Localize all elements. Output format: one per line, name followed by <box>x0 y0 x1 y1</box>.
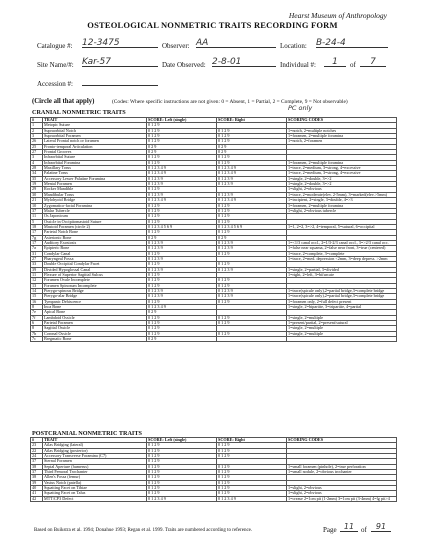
col-number: 21 <box>31 198 43 203</box>
col-number: 11 <box>31 214 43 219</box>
col-trait: Mastoid Foramen (circle 2) <box>43 224 147 229</box>
col-score-left[interactable]: 0 1 2 3 4 9 <box>147 171 217 176</box>
col-trait-header: TRAIT <box>43 438 147 443</box>
col-number: 39 <box>31 480 43 485</box>
col-score-right[interactable]: 0 1 2 9 <box>217 203 287 208</box>
col-score-right[interactable]: 0 1 2 9 <box>217 475 287 480</box>
col-score-left[interactable]: 0 1 2 9 <box>147 139 217 144</box>
col-score-left[interactable]: 0 1 2 3 4 9 <box>147 496 217 501</box>
col-trait: Fronto-temporal Articulation <box>43 144 147 149</box>
col-score-left[interactable]: 0 1 2 9 <box>147 208 217 213</box>
col-number: 37 <box>31 208 43 213</box>
col-number: 14 <box>31 289 43 294</box>
col-scoring-codes: 1=single, 2=bipartite, 3=tripartite, 4=partial <box>287 305 397 310</box>
col-trait: Asterionic Bone <box>43 235 147 240</box>
col-number: 3 <box>31 155 43 160</box>
col-score-left[interactable]: 0 1 2 3 4 5 6 9 <box>147 224 217 229</box>
col-trait: Apical Bone <box>43 310 147 315</box>
handwritten-note: PC only <box>288 104 313 112</box>
col-trait: Sagittal Ossicle <box>43 326 147 331</box>
col-score-right[interactable]: 0 1 2 3 4 9 <box>217 496 287 501</box>
col-score-right[interactable]: 0 1 2 9 <box>217 464 287 469</box>
col-number: 19 <box>31 182 43 187</box>
col-number: 5 <box>31 219 43 224</box>
col-score-right[interactable]: 0 1 2 9 <box>217 480 287 485</box>
col-score-right[interactable]: 0 1 2 3 9 <box>217 240 287 245</box>
col-score-right[interactable]: 0 1 2 9 <box>217 283 287 288</box>
col-score-left[interactable]: 0 1 2 3 9 <box>147 246 217 251</box>
col-score-right[interactable]: 0 1 2 9 <box>217 230 287 235</box>
col-number-header: # <box>31 438 43 443</box>
col-trait: Squatting Facet on Tibiae <box>43 486 147 491</box>
col-score-left[interactable]: 0 1 2 3 9 <box>147 240 217 245</box>
col-score-right[interactable] <box>217 337 287 342</box>
col-score-left[interactable]: 0 1 2 3 9 <box>147 182 217 187</box>
col-scoring-codes <box>287 337 397 342</box>
col-trait: Supraorbital Foramen <box>43 134 147 139</box>
col-scoring-codes: 1=false near squama, 2=false near front, 3=true (centered) <box>287 246 397 251</box>
col-trait: Infraorbital Foramina <box>43 160 147 165</box>
col-scoring-codes: 1=present/partial, 2=present/sutural <box>287 321 397 326</box>
col-score-left[interactable]: 0 1 2 9 <box>147 160 217 165</box>
col-trait: Infraorbital Suture <box>43 155 147 160</box>
col-score-right[interactable]: 0 1 2 9 <box>217 214 287 219</box>
form-title: OSTEOLOGICAL NONMETRIC TRAITS RECORDING FORM <box>87 20 338 30</box>
col-trait: Tympanic Dehiscence <box>43 299 147 304</box>
col-trait: Supraorbital Notch <box>43 128 147 133</box>
col-score-right[interactable]: 0 1 2 9 <box>217 448 287 453</box>
col-trait: Condylar Canal <box>43 251 147 256</box>
col-scoring-codes: 1=single, 2=multiple <box>287 315 397 320</box>
col-number: 17 <box>31 230 43 235</box>
col-score-right[interactable]: 0 1 2 3 9 <box>217 246 287 251</box>
col-score-left[interactable]: 0 1 2 9 <box>147 459 217 464</box>
col-trait: Septal Aperture (humerus) <box>43 464 147 469</box>
col-trait: Auditory Exostosis <box>43 240 147 245</box>
col-scoring-codes: 1=foramen, 2=multiple foramina <box>287 160 397 165</box>
catalogue-field[interactable]: 12-3475 <box>82 38 158 48</box>
col-scoring-codes: 1=single, 2=multiple <box>287 326 397 331</box>
col-number: 25 <box>31 144 43 149</box>
col-score-left[interactable]: 0 1 2 9 <box>147 278 217 283</box>
col-scoring-codes: 1=notch, 2=multiple notches <box>287 128 397 133</box>
col-number: 15 <box>31 294 43 299</box>
col-trait: Divided Hypoglossal Canal <box>43 267 147 272</box>
col-score-left[interactable]: 0 1 2 9 <box>147 155 217 160</box>
col-scoring-codes: 1=single, 2=partial, 3=divided <box>287 267 397 272</box>
col-number: 7b <box>31 331 43 336</box>
col-number: 7e <box>31 310 43 315</box>
col-score-right[interactable]: 0 1 2 9 <box>217 321 287 326</box>
col-score-left[interactable]: 0 1 2 9 <box>147 321 217 326</box>
col-score-right[interactable]: 0 2 9 <box>217 144 287 149</box>
observer-label: Observer: <box>162 42 190 50</box>
col-score-left[interactable]: 0 1 2 9 <box>147 219 217 224</box>
col-scoring-codes: 1=trace, 2=moderate(elev. 2-5mm), 3=marked(elev.>5mm) <box>287 192 397 197</box>
col-scoring-codes: 1=crease 2=1cm pit (1-2mm) 3=1cm pit (3-4mm) 4=lg pit>4 <box>287 496 397 501</box>
col-number: 33 <box>31 262 43 267</box>
col-trait: Allen's Fossa (femur) <box>43 475 147 480</box>
col-number: 3 <box>31 134 43 139</box>
col-score-left[interactable]: 0 2 9 <box>147 144 217 149</box>
col-score-left[interactable]: 0 1 2 9 <box>147 251 217 256</box>
col-score-left[interactable]: 0 1 2 3 9 <box>147 192 217 197</box>
col-trait: Zygomatico-facial Foramina <box>43 203 147 208</box>
col-score-right[interactable]: 0 1 2 9 <box>217 470 287 475</box>
col-number: 16 <box>31 299 43 304</box>
col-score-right[interactable]: 0 1 2 3 9 <box>217 294 287 299</box>
col-trait: Mylohyoid Bridge <box>43 198 147 203</box>
page-of: of <box>361 526 367 534</box>
col-number: 42 <box>31 496 43 501</box>
col-score-right[interactable]: 0 1 2 9 <box>217 155 287 160</box>
trait-row <box>31 496 397 501</box>
page-label: Page <box>323 526 337 534</box>
col-score-right[interactable]: 0 1 2 9 <box>217 262 287 267</box>
col-number: 7c <box>31 337 43 342</box>
col-scoring-codes: 1=slight, 2=obvious tubercle <box>287 208 397 213</box>
col-score-left[interactable]: 0 1 2 3 4 9 <box>147 198 217 203</box>
catalogue-label: Catalogue #: <box>37 42 73 50</box>
col-score-right[interactable]: 0 1 2 9 <box>217 299 287 304</box>
col-score-right[interactable]: 0 1 2 3 4 9 <box>217 171 287 176</box>
col-number: 38 <box>31 464 43 469</box>
col-number: 37 <box>31 459 43 464</box>
col-score-right[interactable]: 0 1 2 9 <box>217 160 287 165</box>
col-score-left[interactable]: 0 1 2 9 <box>147 128 217 133</box>
museum-name: Hearst Museum of Anthropology <box>288 11 387 20</box>
col-score-left[interactable]: 0 1 2 9 <box>147 230 217 235</box>
col-scoring-codes: 1=slight, 2=obvious <box>287 491 397 496</box>
col-scoring-codes: 1=trace, 2=medium, 3=strong, 4=excessive <box>287 171 397 176</box>
col-score-right[interactable]: 0 1 2 9 <box>217 331 287 336</box>
col-trait: Maxillary Torus <box>43 166 147 171</box>
col-trait: Foramen Spinosum Incomplete <box>43 283 147 288</box>
col-trait: Pterygo-alar Bridge <box>43 294 147 299</box>
col-number: 24 <box>31 454 43 459</box>
col-trait: Vastus Notch (patella) <box>43 480 147 485</box>
col-score-left[interactable]: 0 2 9 <box>147 150 217 155</box>
col-number: 22 <box>31 448 43 453</box>
col-score-left[interactable]: 0 1 2 9 <box>147 486 217 491</box>
col-score-left[interactable]: 0 1 2 9 <box>147 187 217 192</box>
col-score-left-header: SCORE: Left (single) <box>147 438 217 443</box>
col-score-right[interactable]: 0 1 2 9 <box>217 208 287 213</box>
col-trait: Double Occipital Condylar Facet <box>43 262 147 267</box>
site-field[interactable]: Kar-57 <box>82 57 158 67</box>
col-score-right[interactable]: 0 1 2 3 9 <box>217 182 287 187</box>
col-score-left[interactable]: 0 1 2 9 <box>147 448 217 453</box>
col-score-right[interactable]: 0 1 2 9 <box>217 486 287 491</box>
col-trait: Third Femoral Trochanter <box>43 470 147 475</box>
col-trait: Frontal Grooves <box>43 150 147 155</box>
col-score-left[interactable]: 0 2 9 <box>147 337 217 342</box>
col-number: 38 <box>31 475 43 480</box>
col-score-right[interactable]: 0 1 2 3 4 9 <box>217 198 287 203</box>
individual-of: of <box>350 61 356 69</box>
col-trait: Epipteric Bone <box>43 246 147 251</box>
col-score-left[interactable]: 0 2 9 <box>147 235 217 240</box>
col-number: 1 <box>31 123 43 128</box>
col-score-left[interactable]: 0 1 2 9 <box>147 283 217 288</box>
col-score-right[interactable]: 0 2 9 <box>217 235 287 240</box>
observer-field[interactable]: AA <box>196 38 276 48</box>
cranial-section-title: CRANIAL NONMETRIC TRAITS <box>32 109 126 116</box>
col-score-left[interactable]: 0 1 2 9 <box>147 123 217 128</box>
col-scoring-codes: 1=trace(spicule only),2=partial bridge,3=complete bridge <box>287 294 397 299</box>
col-number: 37 <box>31 470 43 475</box>
col-number: 34 <box>31 171 43 176</box>
col-score-right[interactable]: 0 1 2 9 <box>217 128 287 133</box>
col-number: 35 <box>31 176 43 181</box>
col-score-right[interactable]: 0 1 2 9 <box>217 454 287 459</box>
col-trait: Accessory Transverse Foramina (C7) <box>43 454 147 459</box>
col-scoring-codes: 1=right, 2=left, 3=bifurcate <box>287 272 397 277</box>
col-number: 11 <box>31 272 43 277</box>
col-score-left[interactable]: 0 1 2 9 <box>147 475 217 480</box>
col-scoring-codes: 1=foramen, 2=multiple foramina <box>287 203 397 208</box>
col-score-right-header: SCORE: Right <box>217 438 287 443</box>
col-trait: Sternal Foramen <box>43 459 147 464</box>
col-number: 27 <box>31 150 43 155</box>
col-scoring-codes: 1=single, 2=double, 3=>2 <box>287 176 397 181</box>
date-field[interactable]: 2-8-01 <box>212 57 276 67</box>
col-trait: Metopic Suture <box>43 123 147 128</box>
circle-instruction: (Circle all that apply) <box>32 98 95 105</box>
col-scoring-codes: 1=foramen, 2=multiple foramina <box>287 134 397 139</box>
col-score-right[interactable]: 0 1 2 9 <box>217 443 287 448</box>
col-score-left[interactable]: 0 1 2 3 9 <box>147 267 217 272</box>
col-score-left[interactable]: 0 1 2 9 <box>147 203 217 208</box>
col-scoring-codes: 1=trace(spicule only),2=partial bridge,3=complete bridge <box>287 289 397 294</box>
col-scoring-codes: 1=slight, 2=obvious <box>287 486 397 491</box>
col-scoring-codes: 1=notch, 2=foramen <box>287 139 397 144</box>
col-scoring-codes: 1=single, 2=multiple <box>287 331 397 336</box>
date-label: Date Observed: <box>162 61 206 69</box>
individual-label: Individual #: <box>280 61 316 69</box>
col-score-left[interactable]: 0 2 9 <box>147 310 217 315</box>
col-number: 23 <box>31 443 43 448</box>
location-label: Location: <box>280 42 307 50</box>
col-scoring-codes: 1=small nodule, 2=obvious trochanter <box>287 470 397 475</box>
col-number: 4 <box>31 160 43 165</box>
col-trait: Pharyngeal Fossa <box>43 256 147 261</box>
col-trait: Atlas Bridging (lateral) <box>43 443 147 448</box>
col-scoring-codes: 1=single, 2=double, 3=>2 <box>287 182 397 187</box>
col-score-right[interactable]: 0 1 2 9 <box>217 219 287 224</box>
col-scoring-codes-header: SCORING CODES <box>287 118 397 123</box>
col-score-right[interactable]: 0 1 2 3 9 <box>217 192 287 197</box>
col-number: 18 <box>31 224 43 229</box>
col-number: 8 <box>31 305 43 310</box>
col-number: 28 <box>31 166 43 171</box>
col-score-left-header: SCORE: Left (single) <box>147 118 217 123</box>
col-score-left[interactable]: 0 1 2 9 <box>147 464 217 469</box>
col-number: 26 <box>31 139 43 144</box>
col-score-right[interactable]: 0 1 2 3 9 <box>217 289 287 294</box>
col-score-left[interactable]: 0 1 2 9 <box>147 443 217 448</box>
col-score-left[interactable]: 0 1 2 9 <box>147 480 217 485</box>
col-number: 12 <box>31 278 43 283</box>
col-score-left[interactable]: 0 1 2 9 <box>147 134 217 139</box>
col-score-right[interactable]: 0 1 2 9 <box>217 139 287 144</box>
col-number: 13 <box>31 283 43 288</box>
col-score-left[interactable]: 0 1 2 3 9 <box>147 289 217 294</box>
col-scoring-codes: 1=trace, 2=medium, 3=strong, 4=excessive <box>287 166 397 171</box>
col-trait: Parietal Foramen <box>43 321 147 326</box>
col-score-right[interactable]: 0 1 2 9 <box>217 491 287 496</box>
col-scoring-codes: 1=incipient, 2=single, 3=double, 4=>3 <box>287 198 397 203</box>
col-score-left[interactable]: 0 1 2 9 <box>147 272 217 277</box>
postcranial-traits-table <box>30 437 397 502</box>
col-number: 7a <box>31 246 43 251</box>
col-number-header: # <box>31 118 43 123</box>
col-number: 17 <box>31 240 43 245</box>
col-score-right-header: SCORE: Right <box>217 118 287 123</box>
col-trait: Mandibular Torus <box>43 192 147 197</box>
col-number: 31 <box>31 251 43 256</box>
col-score-right[interactable]: 0 1 2 3 9 <box>217 176 287 181</box>
col-trait: Mental Foramen <box>43 182 147 187</box>
col-number: 6 <box>31 321 43 326</box>
col-score-left[interactable]: 0 1 2 9 <box>147 315 217 320</box>
col-trait: Ossicle in Occipitomastoid Suture <box>43 219 147 224</box>
col-number: 30 <box>31 192 43 197</box>
col-score-right[interactable]: 0 1 2 9 <box>217 251 287 256</box>
col-score-left[interactable]: 0 1 2 9 <box>147 454 217 459</box>
col-score-left[interactable]: 0 1 2 3 9 <box>147 256 217 261</box>
col-trait: Bregmatic Bone <box>43 337 147 342</box>
col-scoring-codes: 1=<1/3 canal occl., 2=1/3-2/3 canal occl., 3=>2/3 canal occ. <box>287 240 397 245</box>
col-score-left[interactable]: 0 1 2 9 <box>147 299 217 304</box>
col-scoring-codes: 1=trace, 2=complete, 3=complete <box>287 251 397 256</box>
col-scoring-codes: 1=small foramen (pinhole), 2=true perforation <box>287 464 397 469</box>
col-trait: Foramen Ovale Incomplete <box>43 278 147 283</box>
col-scoring-codes: 1=slight, 2=obvious <box>287 187 397 192</box>
col-score-right[interactable]: 0 1 2 3 4 9 <box>217 166 287 171</box>
col-trait: Coronal Ossicle <box>43 331 147 336</box>
col-score-left[interactable]: 0 1 2 9 <box>147 491 217 496</box>
col-score-left[interactable]: 0 1 2 3 9 <box>147 294 217 299</box>
col-score-left[interactable]: 0 1 2 3 9 <box>147 176 217 181</box>
location-field[interactable]: B-24-4 <box>316 38 388 48</box>
individual-total-field[interactable]: 7 <box>360 57 386 67</box>
codes-legend: (Codes: Where specific instructions are not given: 0 = Absent, 1 = Partial, 2 = Complete, 9 = Not observable) <box>112 99 348 105</box>
col-number: 27 <box>31 256 43 261</box>
col-trait-header: TRAIT <box>43 118 147 123</box>
col-trait: Malar Tubercle <box>43 208 147 213</box>
citation-text: Based on Buikstra et al. 1994; Donahue 1993; Regan et al. 1999. Traits are numbered according to reference. <box>34 528 253 533</box>
col-trait: Os Japonicum <box>43 214 147 219</box>
page-total-field[interactable]: 91 <box>371 522 391 532</box>
col-trait: MTT/CP3 Defect <box>43 496 147 501</box>
col-score-left[interactable]: 0 1 2 9 <box>147 262 217 267</box>
col-scoring-codes: 1=trace, 2=med. depression <2mm, 3=deep depress. >2mm <box>287 256 397 261</box>
site-label: Site Name/#: <box>37 61 74 69</box>
col-scoring-codes-header: SCORING CODES <box>287 438 397 443</box>
col-score-right[interactable]: 0 1 2 3 4 5 6 9 <box>217 224 287 229</box>
col-trait: Palatine Torus <box>43 171 147 176</box>
col-score-left[interactable]: 0 1 2 9 <box>147 326 217 331</box>
col-score-right[interactable]: 0 1 2 9 <box>217 134 287 139</box>
col-trait: Lambdoid Ossicle <box>43 315 147 320</box>
individual-field[interactable]: 1 <box>324 57 346 67</box>
col-score-left[interactable]: 0 1 2 9 <box>147 214 217 219</box>
page-number-field[interactable]: 11 <box>340 522 358 532</box>
col-number: 10 <box>31 203 43 208</box>
col-scoring-codes: 1=1, 2=2, 3=>2, 4=temporal, 5=sutural, 6=occipital <box>287 224 397 229</box>
col-trait: Squatting Facet on Talus <box>43 491 147 496</box>
col-score-right[interactable]: 0 2 9 <box>217 150 287 155</box>
col-number: 40 <box>31 486 43 491</box>
col-number: 2 <box>31 128 43 133</box>
col-score-right[interactable]: 0 1 2 3 9 <box>217 267 287 272</box>
postcranial-section-title: POSTCRANIAL NONMETRIC TRAITS <box>32 430 142 437</box>
col-number: 7g <box>31 235 43 240</box>
accession-field[interactable] <box>82 76 158 86</box>
col-trait: Flexure of Superior Sagittal Sulcus <box>43 272 147 277</box>
col-trait: Parietal Notch Bone <box>43 230 147 235</box>
col-score-left[interactable]: 0 1 2 3 4 9 <box>147 166 217 171</box>
col-score-right[interactable]: 0 1 2 9 <box>217 315 287 320</box>
col-trait: Inca Bone <box>43 305 147 310</box>
col-score-left[interactable]: 0 1 2 3 4 9 <box>147 305 217 310</box>
col-trait: Lateral Frontal notch or foramen <box>43 139 147 144</box>
col-score-right[interactable]: 0 1 2 9 <box>217 278 287 283</box>
col-trait: Rocker Mandible <box>43 187 147 192</box>
col-number: 8 <box>31 326 43 331</box>
col-scoring-codes: 1=foramen only, 2=full defect present <box>287 299 397 304</box>
col-number: 39 <box>31 267 43 272</box>
cranial-traits-table <box>30 117 397 342</box>
col-number: 7f <box>31 315 43 320</box>
trait-row <box>31 337 397 342</box>
col-number: 29 <box>31 187 43 192</box>
col-trait: Accessory Lesser Palatine Foramina <box>43 176 147 181</box>
col-number: 41 <box>31 491 43 496</box>
col-trait: Pterygo-spinous Bridge <box>43 289 147 294</box>
col-trait: Atlas Bridging (posterior) <box>43 448 147 453</box>
accession-label: Accession #: <box>37 80 73 88</box>
col-score-left[interactable]: 0 1 2 9 <box>147 331 217 336</box>
col-score-left[interactable]: 0 1 2 9 <box>147 470 217 475</box>
